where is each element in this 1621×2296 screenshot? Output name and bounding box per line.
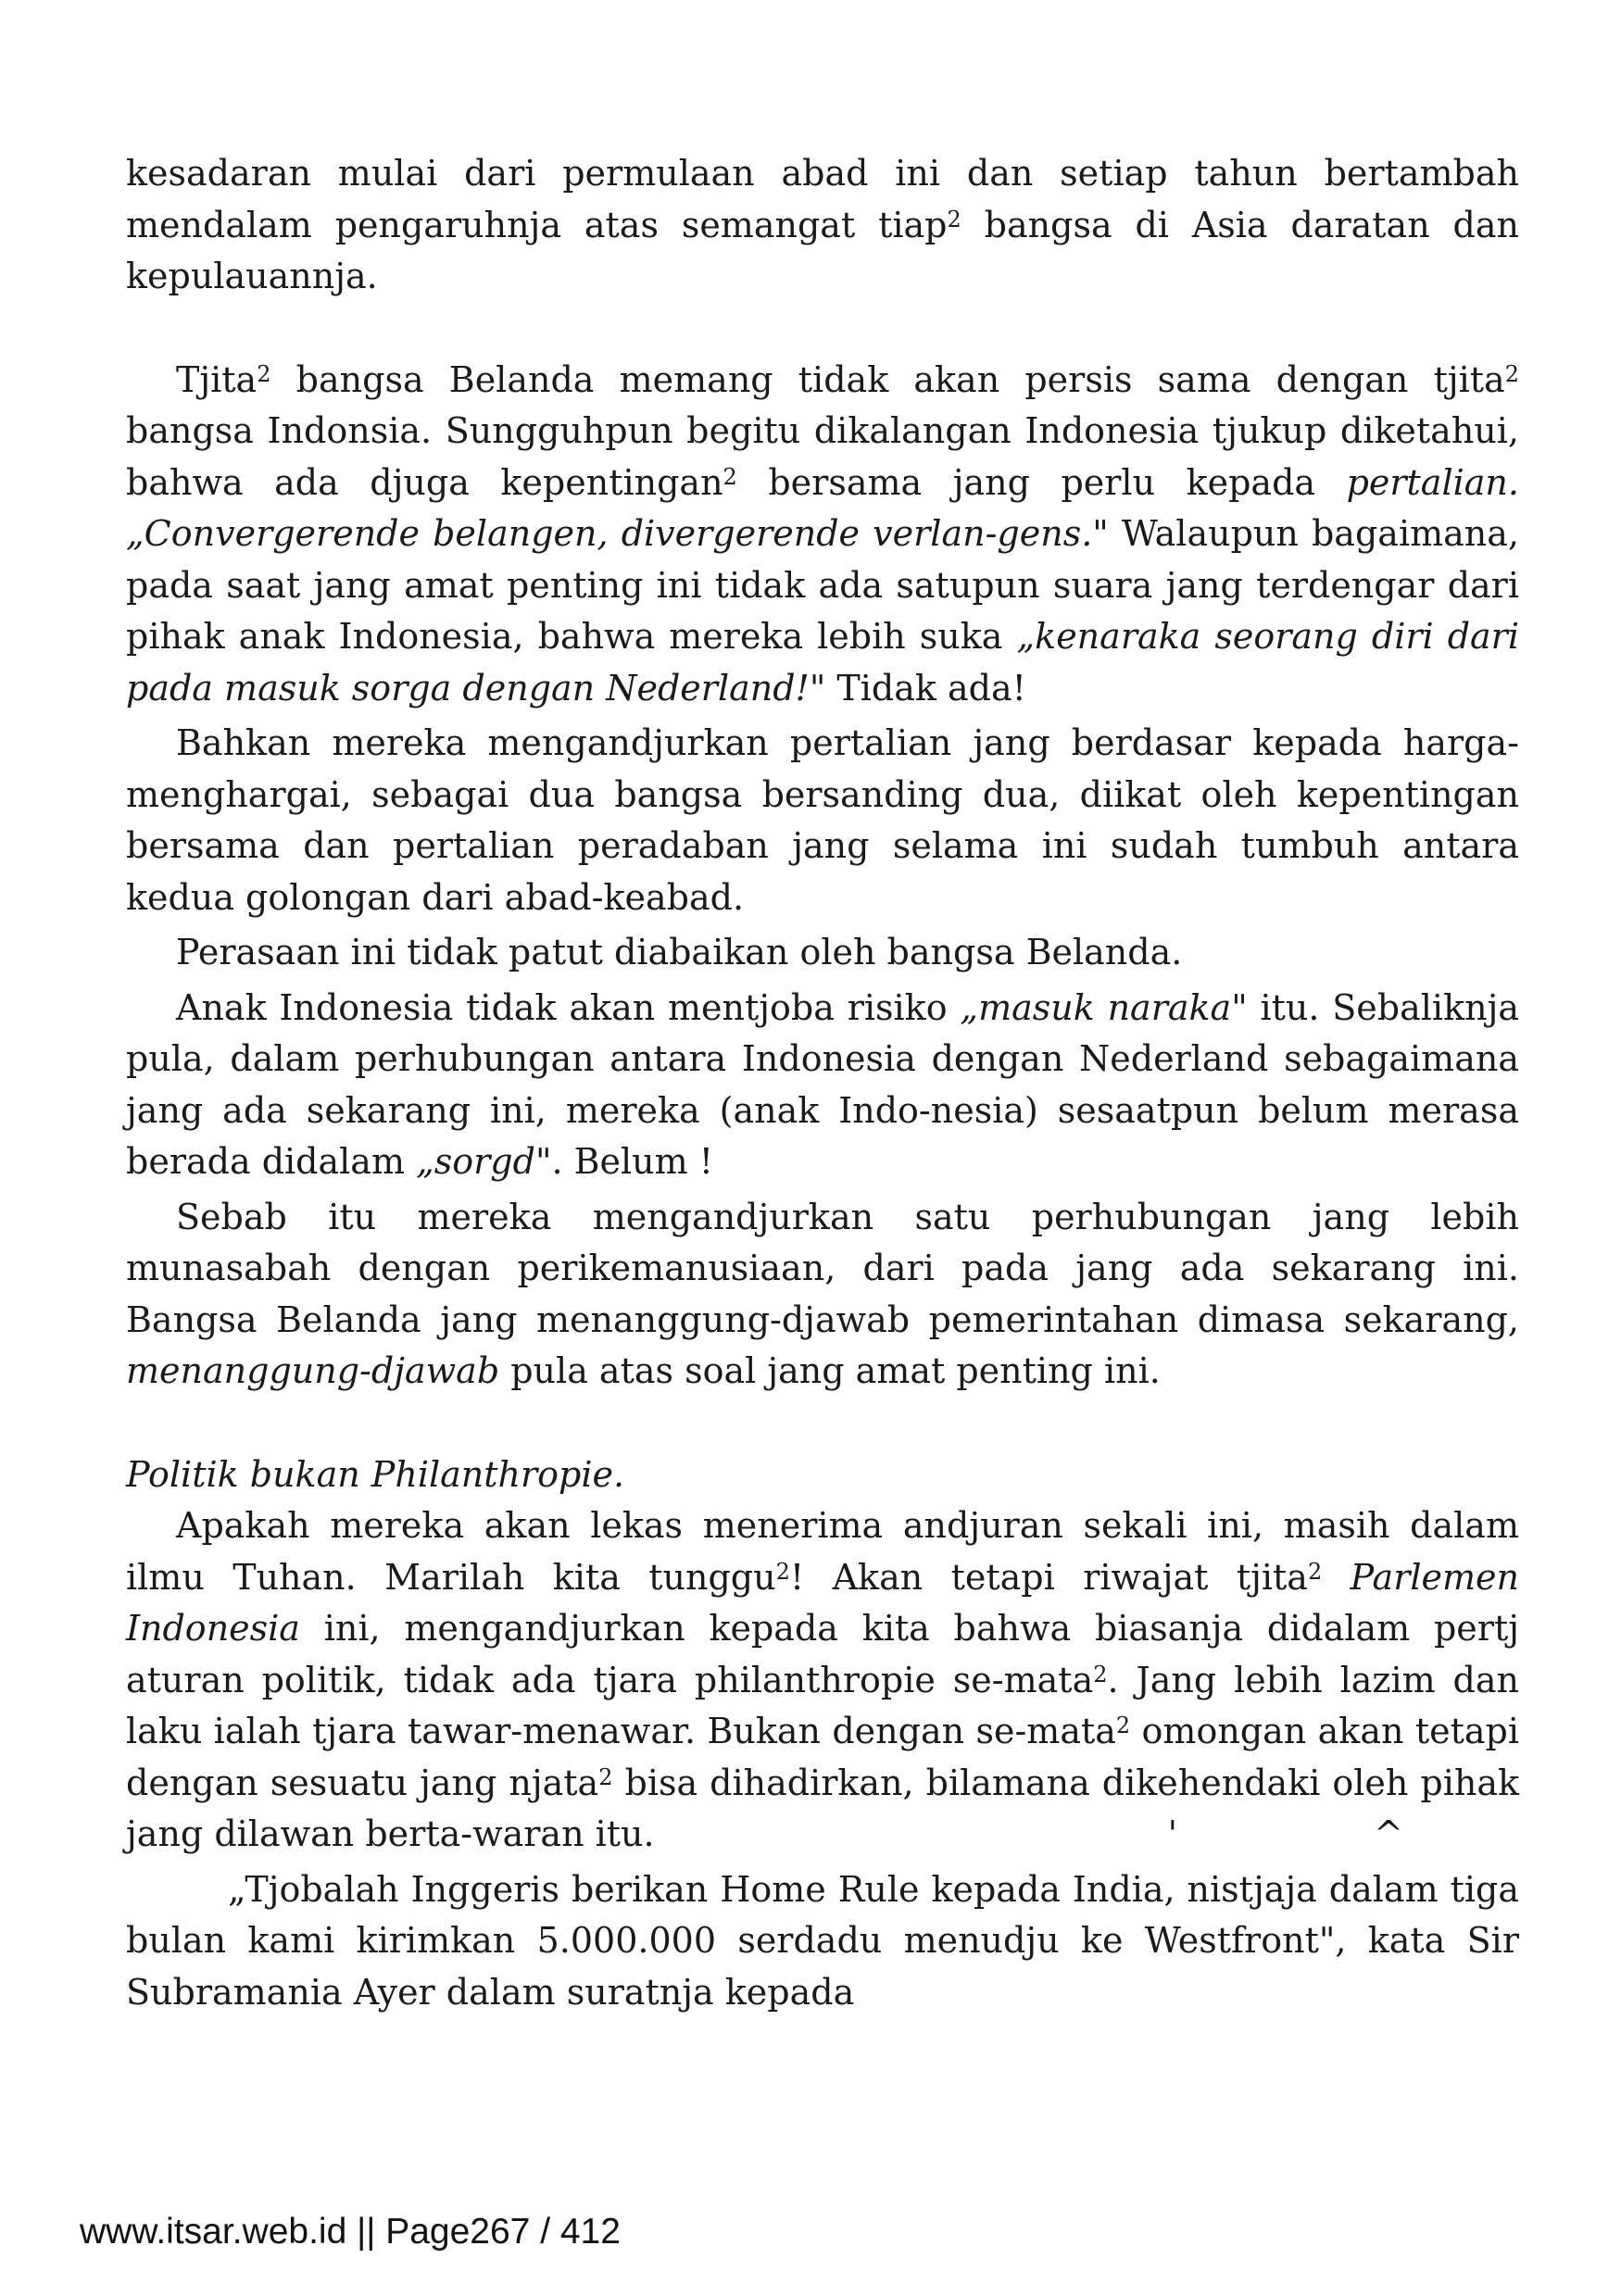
page-body <box>126 148 1519 2018</box>
paragraph-7-text-c: ini, mengandjurkan kepada kita bahwa biasanja didalam pertj aturan politik, tidak ada tjara philanthropie se-mata <box>126 1608 1519 1700</box>
paragraph-7-text-a: Apakah mereka akan lekas menerima andjuran sekali ini, masih dalam ilmu Tuhan. Marilah kita tunggu <box>126 1505 1519 1598</box>
superscript: 2 <box>598 1763 613 1790</box>
paragraph-1 <box>126 148 1519 303</box>
paragraph-2-italic-a: pertalian. „Convergerende belangen, divergerende verlan-gens. <box>126 461 1519 554</box>
paragraph-6-text-a: Sebab itu mereka mengandjurkan satu perhubungan jang lebih munasabah dengan perikemanusiaan, dari pada jang ada sekarang ini. Bangsa Belanda jang menanggung-djawab pemerintahan dimasa sekarang, <box>126 1196 1519 1340</box>
paragraph-8: „Tjobalah Inggeris berikan Home Rule kepada India, nistjaja dalam tiga bulan kami kirimkan 5.000.000 serdadu menudju ke Westfront", kata Sir Subramania Ayer dalam suratnja kepada <box>126 1868 1519 2013</box>
paragraph-1-text-b: bangsa di Asia daratan dan kepulauannja. <box>126 204 1519 296</box>
paragraph-7-text-e: omongan akan tetapi dengan sesuatu jang njata <box>126 1711 1519 1803</box>
paragraph-5-text-b: " itu. Sebaliknja pula, dalam perhubungan antara Indonesia dengan Nederland sebagaimana jang ada sekarang ini, mereka (anak Indo-nesia) sesaatpun belum merasa berada didalam <box>126 986 1520 1182</box>
paragraph-7-text-d: . Jang lebih lazim dan laku ialah tjara tawar-menawar. Bukan dengan se-mata <box>126 1659 1519 1751</box>
paragraph-5-text-c: ". Belum ! <box>534 1141 714 1182</box>
paragraph-2-text-f: " Tidak ada! <box>809 667 1026 709</box>
stray-marks: ' ^ <box>1167 1813 1496 1854</box>
paragraph-3: Bahkan mereka mengandjurkan pertalian jang berdasar kepada harga-menghargai, sebagai dua bangsa bersanding dua, diikat oleh kepentingan bersama dan pertalian peradaban jang selama ini sudah tumbuh antara kedua golongan dari abad-keabad. <box>126 722 1519 918</box>
paragraph-2-text-a: Tjita <box>176 358 258 400</box>
paragraph-7 <box>126 1500 1519 1861</box>
paragraph-6 <box>126 1192 1519 1398</box>
superscript: 2 <box>1504 360 1519 387</box>
paragraph-6-text-b: pula atas soal jang amat penting ini. <box>499 1350 1161 1391</box>
paragraph-7-italic: Parlemen Indonesia <box>126 1556 1519 1649</box>
superscript: 2 <box>1093 1661 1108 1687</box>
superscript: 2 <box>723 463 737 490</box>
paragraph-6-italic: menanggung-djawab <box>126 1350 500 1391</box>
paragraph-5 <box>126 983 1519 1188</box>
superscript: 2 <box>1115 1713 1131 1739</box>
section-heading: Politik bukan Philanthropie. <box>126 1453 625 1495</box>
paragraph-7-text-f: bisa dihadirkan, bilamana dikehendaki oleh pihak jang dilawan berta-waran itu. <box>126 1762 1519 1854</box>
paragraph-4: Perasaan ini tidak patut diabaikan oleh bangsa Belanda. <box>176 932 1183 972</box>
page-footer: www.itsar.web.id || Page267 / 412 <box>80 2212 621 2252</box>
paragraph-2-text-d: bersama jang perlu kepada <box>736 461 1347 503</box>
paragraph-2-text-e: " Walaupun bagaimana, pada saat jang amat penting ini tidak ada satupun suara jang terdengar dari pihak anak Indonesia, bahwa mereka lebih suka <box>126 513 1519 657</box>
superscript: 2 <box>257 360 271 387</box>
paragraph-7-text-b: ! Akan tetapi riwajat tjita <box>789 1556 1308 1598</box>
paragraph-2-text-c: bangsa Indonsia. Sungguhpun begitu dikalangan Indonesia tjukup diketahui, bahwa ada djuga kepentingan <box>126 410 1519 503</box>
superscript: 2 <box>1307 1558 1323 1585</box>
paragraph-1-text-a: kesadaran mulai dari permulaan abad ini dan setiap tahun bertambah mendalam pengaruhnja atas semangat tiap <box>126 153 1519 245</box>
paragraph-2 <box>126 355 1519 715</box>
superscript: 2 <box>947 206 961 232</box>
paragraph-2-text-b: bangsa Belanda memang tidak akan persis sama dengan tjita <box>270 358 1505 400</box>
paragraph-5-italic-a: „masuk naraka <box>960 986 1232 1028</box>
paragraph-5-italic-b: „sorgd <box>416 1141 535 1182</box>
superscript: 2 <box>775 1558 790 1585</box>
paragraph-5-text-a: Anak Indonesia tidak akan mentjoba risiko <box>176 986 961 1028</box>
paragraph-2-italic-b: „kenaraka seorang diri dari pada masuk sorga dengan Nederland! <box>126 616 1520 709</box>
